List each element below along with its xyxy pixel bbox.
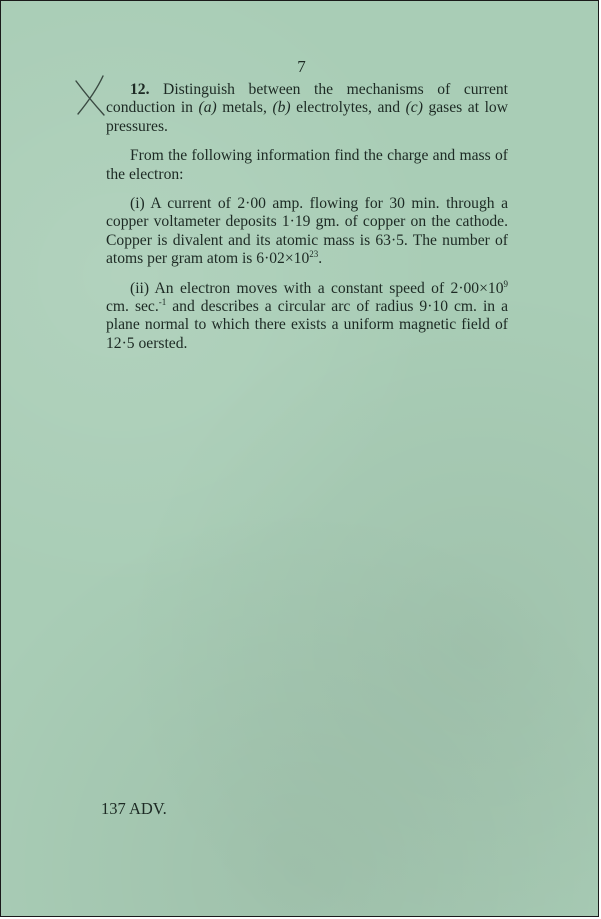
paper-code: 137 ADV. — [101, 799, 167, 818]
label-b: (b) — [272, 99, 291, 117]
part-ii — [106, 280, 508, 354]
text-b: electrolytes, and — [290, 99, 406, 117]
question-number: 12. — [130, 81, 150, 98]
part-i-end: . — [318, 250, 323, 268]
question-text: Distinguish between the mechanisms of current conduction in — [106, 81, 508, 117]
text-a: metals, — [216, 99, 273, 117]
part-i-text: (i) A current of 2·00 amp. flowing for 30 min. through a copper voltameter deposits 1·19 gm. of copper on the cathode. Copper is divalent and its atomic mass is 63·5. The number of atoms per gram atom is 6·02×10 — [106, 195, 508, 268]
part-i — [106, 195, 508, 269]
page-number: 7 — [297, 57, 306, 76]
part-ii-end: and describes a circular arc of radius 9·10 cm. in a plane normal to which there exists a uniform magnetic field of 12·5 oersted. — [106, 298, 508, 352]
text-c: gases at low pressures. — [106, 99, 508, 135]
part-ii-text: (ii) An electron moves with a constant speed of 2·00×10 — [130, 279, 504, 297]
question-body — [106, 81, 508, 353]
label-a: (a) — [198, 99, 217, 117]
label-c: (c) — [405, 99, 423, 117]
instruction: From the following information find the charge and mass of the electron: — [106, 147, 508, 183]
handwritten-cross-icon — [73, 75, 107, 117]
question-12 — [106, 81, 508, 136]
exponent: 23 — [309, 249, 319, 260]
exponent: -1 — [158, 297, 167, 308]
part-ii-unit: cm. sec. — [106, 298, 159, 316]
exponent: 9 — [503, 278, 508, 289]
